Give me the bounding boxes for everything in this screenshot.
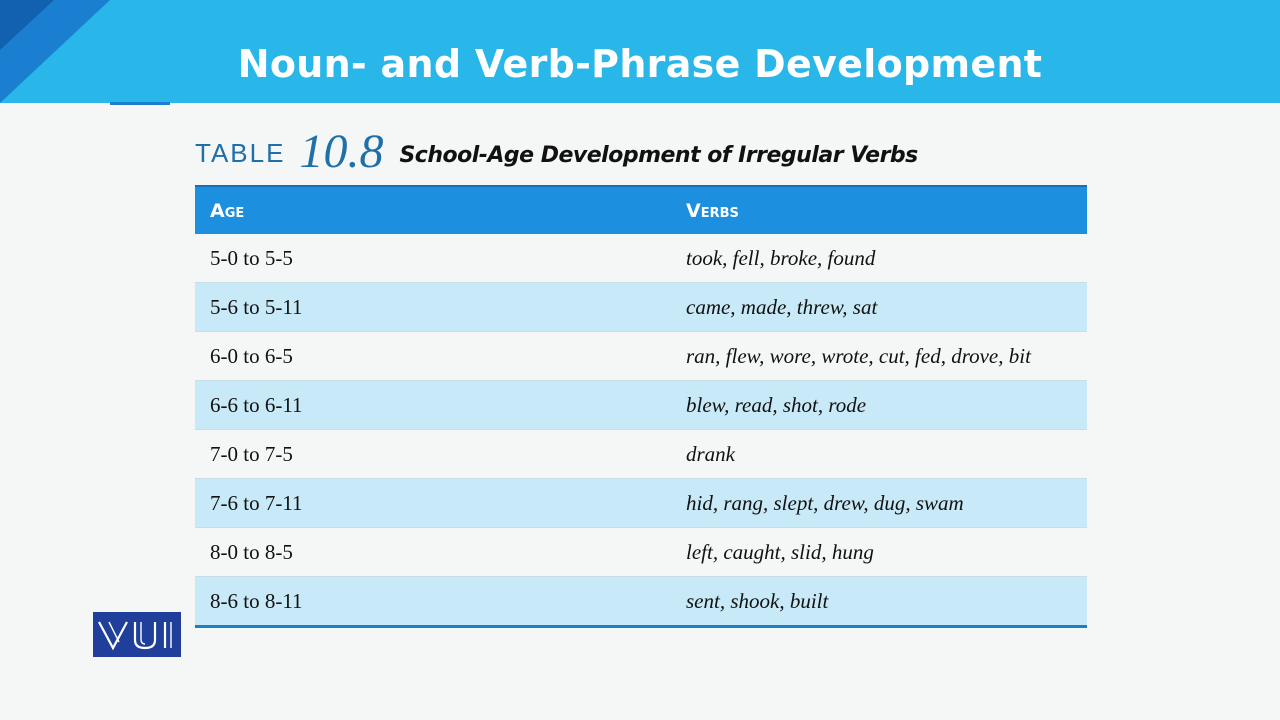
verbs-cell: took, fell, broke, found: [670, 234, 1087, 283]
age-cell: 6-6 to 6-11: [195, 381, 670, 430]
age-cell: 5-0 to 5-5: [195, 234, 670, 283]
title-bar: [0, 0, 1280, 103]
caption-label: TABLE: [195, 138, 286, 168]
age-cell: 8-6 to 8-11: [195, 577, 670, 627]
verbs-cell: left, caught, slid, hung: [670, 528, 1087, 577]
irregular-verbs-table: [195, 185, 1087, 628]
table-row: [195, 528, 1087, 577]
table-row: [195, 430, 1087, 479]
table-row: [195, 381, 1087, 430]
age-cell: 8-0 to 8-5: [195, 528, 670, 577]
age-cell: 5-6 to 5-11: [195, 283, 670, 332]
vu-logo: [93, 612, 181, 657]
age-cell: 7-0 to 7-5: [195, 430, 670, 479]
table-row: [195, 479, 1087, 528]
verbs-cell: blew, read, shot, rode: [670, 381, 1087, 430]
header-age: Age: [195, 186, 670, 234]
vu-logo-mark: [93, 612, 181, 657]
verbs-cell: ran, flew, wore, wrote, cut, fed, drove, bit: [670, 332, 1087, 381]
age-cell: 6-0 to 6-5: [195, 332, 670, 381]
table-row: [195, 332, 1087, 381]
verbs-cell: hid, rang, slept, drew, dug, swam: [670, 479, 1087, 528]
age-cell: 7-6 to 7-11: [195, 479, 670, 528]
caption-number: 10.8: [299, 125, 384, 178]
title-underline-decoration: [110, 102, 170, 105]
table-row: [195, 577, 1087, 627]
table-row: [195, 283, 1087, 332]
verbs-cell: came, made, threw, sat: [670, 283, 1087, 332]
table-caption: [195, 122, 918, 178]
verbs-cell: drank: [670, 430, 1087, 479]
slide-title: Noun- and Verb-Phrase Development: [237, 42, 1043, 86]
caption-title: School-Age Development of Irregular Verbs: [399, 143, 918, 168]
verbs-cell: sent, shook, built: [670, 577, 1087, 627]
table-header-row: [195, 186, 1087, 234]
table-row: [195, 234, 1087, 283]
header-verbs: Verbs: [670, 186, 1087, 234]
